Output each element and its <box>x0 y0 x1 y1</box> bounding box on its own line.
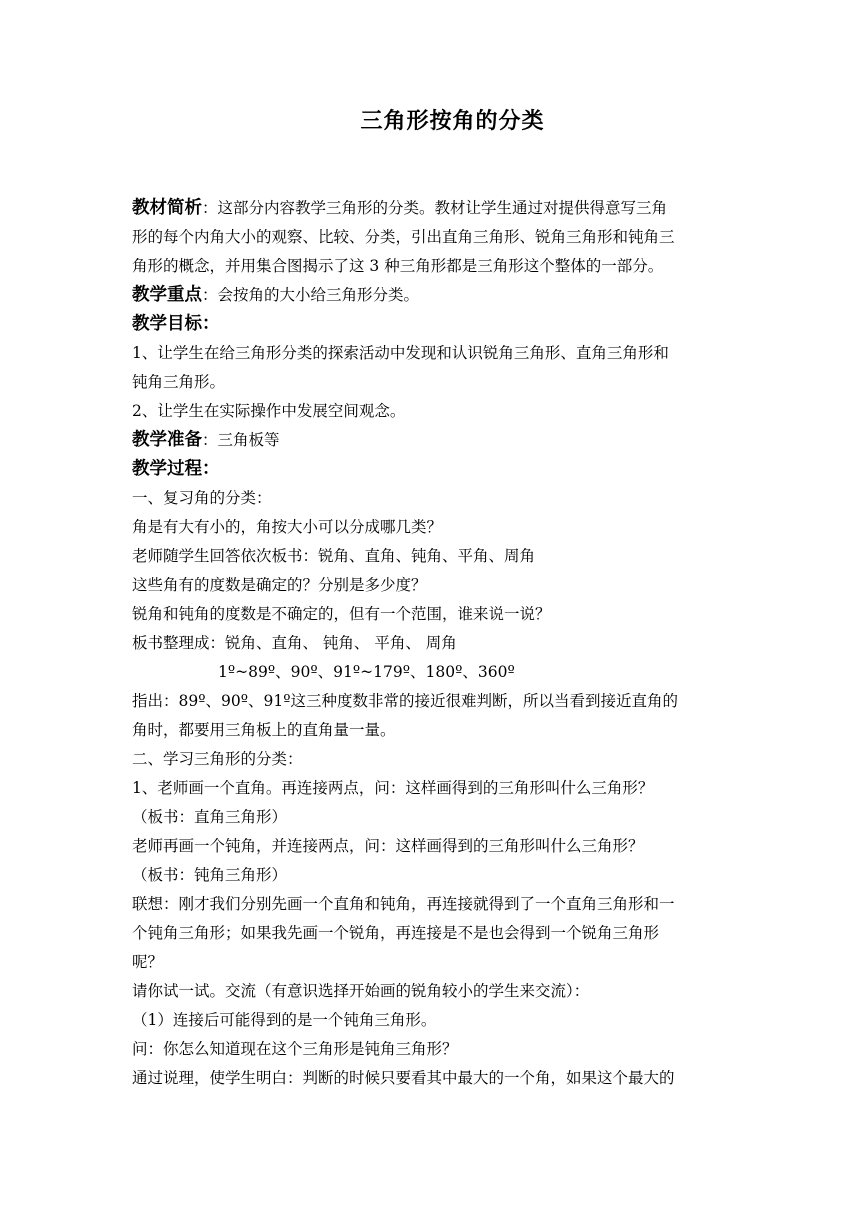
process-line: 个钝角三角形；如果我先画一个锐角，再连接是不是也会得到一个锐角三角形 <box>132 924 660 942</box>
process-heading-line <box>132 455 732 484</box>
goals-heading: 教学目标： <box>132 314 220 334</box>
process-line: 角时，都要用三角板上的直角量一量。 <box>132 721 396 739</box>
prep-heading: 教学准备 <box>132 430 202 450</box>
document-body <box>132 194 732 1093</box>
process-line: 问：你怎么知道现在这个三角形是钝角三角形？ <box>132 1040 458 1058</box>
prep-text: ：三角板等 <box>202 431 280 449</box>
process-line: 联想：刚才我们分别先画一个直角和钝角，再连接就得到了一个直角三角形和一 <box>132 895 675 913</box>
process-line: 一、复习角的分类： <box>132 489 272 507</box>
process-line: 板书整理成：锐角、直角、 钝角、 平角、 周角 <box>132 634 457 652</box>
process-line: 这些角有的度数是确定的？分别是多少度？ <box>132 576 427 594</box>
process-line: （1）连接后可能得到的是一个钝角三角形。 <box>132 1011 437 1029</box>
process-line: 1、老师画一个直角。再连接两点，问：这样画得到的三角形叫什么三角形？ <box>132 779 654 797</box>
goals-item-1-line-1: 1、让学生在给三角形分类的探索活动中发现和认识锐角三角形、直角三角形和 <box>132 344 669 362</box>
analysis-text: ：这部分内容教学三角形的分类。教材让学生通过对提供得意写三角 <box>202 199 668 217</box>
process-line: 指出：89º、90º、91º这三种度数非常的接近很难判断，所以当看到接近直角的 <box>132 692 679 710</box>
focus-text: ：会按角的大小给三角形分类。 <box>202 286 420 304</box>
goals-item-2: 2、让学生在实际操作中发展空间观念。 <box>132 402 406 420</box>
process-line: 锐角和钝角的度数是不确定的，但有一个范围，谁来说一说？ <box>132 605 551 623</box>
prep-line <box>132 426 732 455</box>
process-line: 请你试一试。交流（有意识选择开始画的锐角较小的学生来交流）： <box>132 982 590 1000</box>
focus-line <box>132 281 732 310</box>
degree-ranges-line: 1º~89º、90º、91º~179º、180º、360º <box>218 663 515 681</box>
process-line: （板书：直角三角形） <box>132 808 288 826</box>
process-line: 角是有大有小的，角按大小可以分成哪几类？ <box>132 518 443 536</box>
document-title: 三角形按角的分类 <box>360 108 545 134</box>
analysis-heading: 教材简析 <box>132 198 202 218</box>
focus-heading: 教学重点 <box>132 285 202 305</box>
analysis-line-1 <box>132 194 732 223</box>
process-heading: 教学过程： <box>132 459 220 479</box>
process-line: 通过说理，使学生明白：判断的时候只要看其中最大的一个角，如果这个最大的 <box>132 1069 675 1087</box>
process-line: 二、学习三角形的分类： <box>132 750 303 768</box>
process-line: 呢？ <box>132 953 164 971</box>
process-line: 老师随学生回答依次板书：锐角、直角、钝角、平角、周角 <box>132 547 536 565</box>
analysis-line-3: 角形的概念，并用集合图揭示了这 3 种三角形都是三角形这个整体的一部分。 <box>132 257 664 275</box>
process-line: 老师再画一个钝角，并连接两点，问：这样画得到的三角形叫什么三角形？ <box>132 837 644 855</box>
process-line: （板书：钝角三角形） <box>132 866 288 884</box>
goals-item-1-line-2: 钝角三角形。 <box>132 373 226 391</box>
goals-heading-line <box>132 310 732 339</box>
analysis-line-2: 形的每个内角大小的观察、比较、分类，引出直角三角形、锐角三角形和钝角三 <box>132 228 675 246</box>
